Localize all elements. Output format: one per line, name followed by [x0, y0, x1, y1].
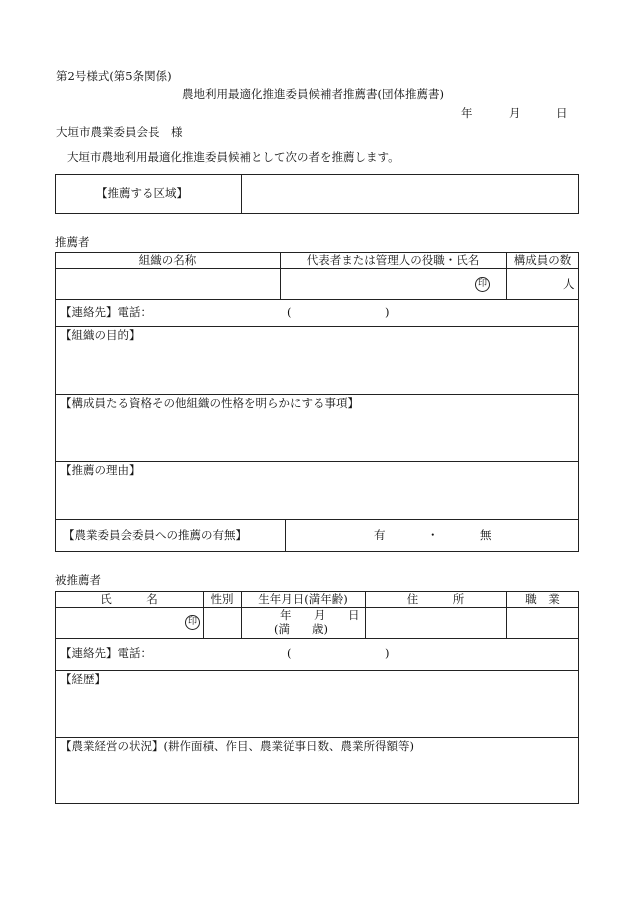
birth-year-label: 年: [280, 608, 292, 622]
date-day-label: 日: [556, 106, 568, 120]
birth-day-label: 日: [348, 608, 360, 622]
reason-label: 【推薦の理由】: [60, 463, 141, 477]
addressee: 大垣市農業委員会長 様: [56, 125, 183, 139]
birth-month-label: 月: [314, 608, 326, 622]
nominee-contact-label: 【連絡先】電話：: [60, 646, 152, 660]
col-representative: 代表者または管理人の役職・氏名: [306, 253, 480, 267]
recommender-section-title: 推薦者: [55, 235, 90, 249]
col-org-name: 組織の名称: [138, 253, 197, 267]
document-title: 農地利用最適化推進委員候補者推薦書(団体推薦書): [182, 87, 444, 101]
recommender-contact-label: 【連絡先】電話：: [60, 305, 152, 319]
contact-paren-close: ): [385, 646, 390, 660]
contact-paren-close: ): [385, 305, 390, 319]
farming-status-label: 【農業経営の状況】(耕作面積、作目、農業従事日数、農業所得額等): [60, 739, 414, 753]
col-name: 氏 名: [100, 592, 158, 606]
date-month-label: 月: [509, 106, 521, 120]
option-no[interactable]: 無: [480, 528, 492, 542]
date-year-label: 年: [461, 106, 473, 120]
contact-paren-open: (: [287, 305, 292, 319]
seal-icon: 印: [185, 615, 200, 630]
farm-committee-label: 【農業委員会委員への推薦の有無】: [63, 528, 247, 542]
col-sex: 性別: [210, 592, 234, 606]
member-unit: 人: [563, 277, 575, 291]
seal-icon: 印: [475, 277, 490, 292]
career-label: 【経歴】: [60, 672, 106, 686]
option-yes[interactable]: 有: [374, 528, 386, 542]
col-member-count: 構成員の数: [513, 253, 572, 267]
col-address: 住 所: [406, 592, 465, 606]
age-open-label: (満: [274, 622, 290, 636]
qualification-label: 【構成員たる資格その他組織の性格を明らかにする事項】: [60, 396, 359, 410]
org-purpose-label: 【組織の目的】: [60, 328, 141, 342]
option-separator: ・: [427, 528, 439, 542]
contact-paren-open: (: [287, 646, 292, 660]
nominee-section-title: 被推薦者: [55, 573, 101, 587]
area-label: 【推薦する区域】: [96, 186, 188, 200]
area-divider: [241, 174, 242, 214]
age-close-label: 歳): [312, 622, 328, 636]
col-birthdate: 生年月日(満年齢): [258, 592, 348, 606]
form-number: 第2号様式(第5条関係): [56, 69, 172, 83]
statement: 大垣市農地利用最適化推進委員候補として次の者を推薦します。: [67, 150, 400, 164]
col-occupation: 職 業: [525, 592, 560, 606]
